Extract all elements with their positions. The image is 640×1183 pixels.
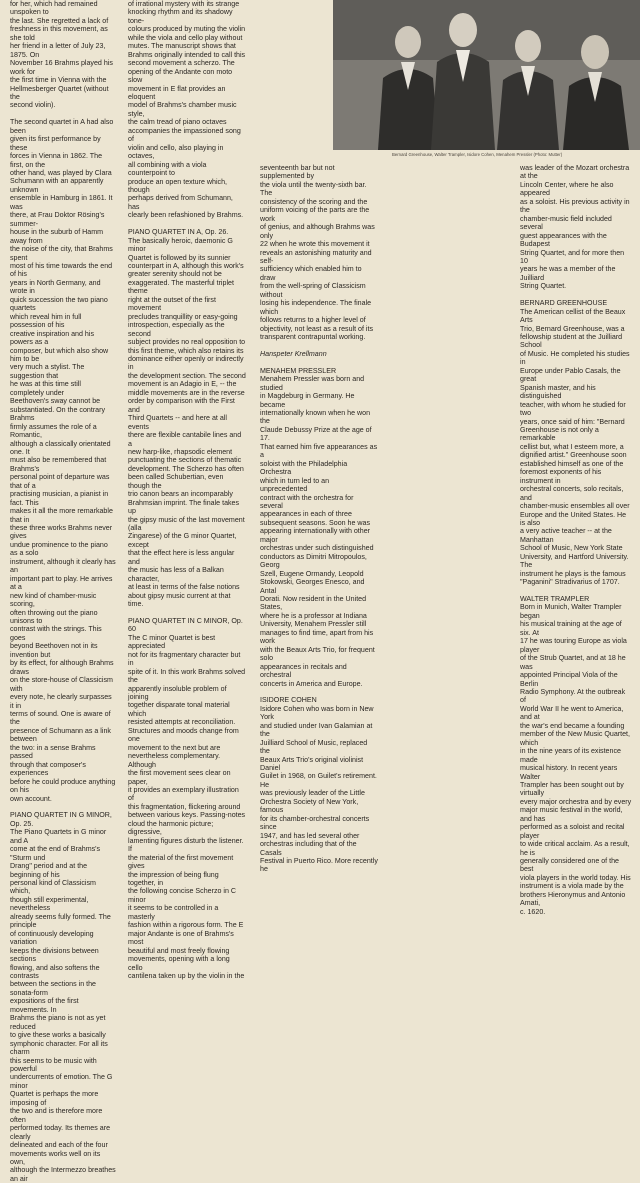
paragraph: The second quartet in A had also been given its first performance by these forces in Vienna in 1862. The first, on the other hand, was played by Clara Schumann with an apparently unknown ensemble in Hamburg in 1861. It was there, at Frau Doktor Rösing's summer- house in the suburb of Hamm away from the noise of the city, that Brahms spent most of his time towards the end of his years in North Germany, and wrote in quick succession the two piano quartets which reveal him in full possession of his creative inspiration and his powers as a composer, but which also show him to be very much a stylist. The suggestion that he was at this time still completely under Beethoven's sway cannot be substantiated. On the contrary Brahms firmly assumes the role of a Romantic, although a classically orientated one. It must also be remembered that Brahms's personal point of departure was that of a practising musician, a pianist in fact. This makes it all the more remarkable that in these three works Brahms never gives undue prominence to the piano as a solo instrument, although it clearly has an important part to play. He arrives at a new kind of chamber-music scoring, often throwing out the piano unisons to contrast with the strings. This goes beyond Beethoven not in its invention but by its effect, for although Brahms draws on the store-house of Classicism with every note, he clearly surpasses it in terms of sound. One is aware of the presence of Schumann as a link between the two: in a sense Brahms passed through that composer's experiences before he could produce anything on his own account. [10,118,116,803]
group-photo [333,0,640,150]
photo-caption: Bernard Greenhouse, Walter Trampler, Isidore Cohen, Menahem Pressler (Photo: Mutter) [392,152,563,157]
section-heading: MENAHEM PRESSLER [260,366,337,375]
paragraph: Born in Munich, Walter Trampler began his musical training at the age of six. At 17 he was touring Europe as viola player of the Strub Quartet, and at 18 he was appointed Principal Viola of the Berlin Radio Symphony. At the outbreak of World War II he went to America, and at the war's end became a founding member of the New Music Quartet, which in the nine years of its existence made musical history. In recent years Walter Trampler has been sought out by virtually every major orchestra and by every major music festival in the world, and has performed as a soloist and recital player to wide critical acclaim. As a result, he is generally considered one of the best viola players in the world today. His instrument is a viola made by the brothers Hieronymus and Antonio Amati, c. 1620. [520,603,632,916]
paragraph: of irrational mystery with its strange knocking rhythm and its shadowy tone- colours produced by muting the violin while the viola and cello play without mutes. The manuscript shows that Brahms originally intended to call this second movement a scherzo. The opening of the Andante con moto slow movement in E flat provides an eloquent model of Brahms's chamber music style, the calm tread of piano octaves accompanies the impassioned song of violin and cello, also playing in octaves, all combining with a viola counterpoint to produce an open texture which, though perhaps derived from Schumann, has clearly been refashioned by Brahms. [128,0,246,220]
paragraph: for her, which had remained unspoken to the last. She regretted a lack of freshness in this movement, as she told her friend in a letter of July 23, 1875. On November 16 Brahms played his work for the first time in Vienna with the Hellmesberger Quartet (without the second violin). [10,0,113,110]
text-column-2 [128,0,246,980]
paragraph: The American cellist of the Beaux Arts Trio, Bernard Greenhouse, was a fellowship student at the Juilliard School of Music. He completed his studies in Europe under Pablo Casals, the great Spanish master, and his distinguished teacher, with whom he studied for two years, once said of him: "Bernard Greenhouse is not only a remarkable cellist but, what I esteem more, a dignified artist." Greenhouse soon established himself as one of the foremost exponents of his instrument in orchestral concerts, solo recitals, and chamber-music ensembles all over Europe and the United States. He is also a very active teacher -- at the Manhattan School of Music, New York State University, and Hartford University. The instrument he plays is the famous "Paganini" Stradivarius of 1707. [520,307,630,587]
text-column-1 [10,0,116,1183]
paragraph: Isidore Cohen who was born in New York and studied under Ivan Galamian at the Juilliard School of Music, replaced the Beaux Arts Trio's original violinist Daniel Guilet in 1968, on Guilet's retirement. He was previously leader of the Little Orchestra Society of New York, famous for its chamber-orchestral concerts since 1947, and has led several other orchestras including that of the Casals Festival in Puerto Rico. More recently he [260,704,378,874]
paragraph: was leader of the Mozart orchestra at the Lincoln Center, where he also appeared as a soloist. His previous activity in the chamber-music field included several guest appearances with the Budapest String Quartet, and for more then 10 years he was a member of the Juilliard String Quartet. [520,164,630,291]
paragraph: seventeenth bar but not supplemented by the viola until the twenty-sixth bar. The consistency of the scoring and the uniform voicing of the parts are the work of genius, and although Brahms was only 22 when he wrote this movement it reveals an astonishing maturity and self- sufficiency which enabled him to draw from the well-spring of Classicism without losing his independence. The finale which follows returns to a higher level of objectivity, not least as a result of its transparent contrapuntal working. [260,164,375,342]
text-column-3 [260,164,378,874]
author-signature: Hanspeter Krellmann [260,349,327,358]
section-heading: PIANO QUARTET IN C MINOR, Op. 60 [128,616,243,634]
section-heading: WALTER TRAMPLER [520,594,590,603]
paragraph: The C minor Quartet is best appreciated not for its fragmentary character but in spite of it. In this work Brahms solved the apparently insoluble problem of joining together disparate tonal material which resisted attempts at reconciliation. Structures and moods change from one movement to the next but are nevertheless complementary. Although the first movement sees clear on paper, it provides an exemplary illustration of this fragmentation, flickering around between various keys. Passing-notes cloud the harmonic picture; digressive, lamenting figures disturb the listener. If the material of the first movement gives the impression of being flung together, in the following concise Scherzo in C minor it seems to be controlled in a masterly fashion within a rigorous form. The E major Andante is one of Brahms's most beautiful and most freely flowing movements, opening with a long cello cantilena taken up by the violin in the [128,633,246,980]
section-heading: PIANO QUARTET IN A, Op. 26. [128,228,229,237]
section-heading: BERNARD GREENHOUSE [520,299,608,308]
paragraph: The basically heroic, daemonic G minor Quartet is followed by its sunnier counterpart in A, although this work's greater serenity should not be exaggerated. The masterful triplet theme right at the outset of the first movement precludes tranquillity or easy-going introspection, especially as the second subject provides no real opposition to this first theme, which also retains its dominance either openly or indirectly in the development section. The second movement is an Adagio in E, -- the middle movements are in the reverse order by comparison with the First and Third Quartets -- and here at all events there are flexible cantabile lines and a new harp-like, rhapsodic element punctuating the sections of thematic development. The Scherzo has often been called Schubertian, even though the trio canon bears an incomparably Brahmsian imprint. The finale takes up the gipsy music of the last movement (alla Zingarese) of the G minor Quartet, except that the effect here is less angular and the music has less of a Balkan character, at least in terms of the false notions about gipsy music current at that time. [128,236,246,609]
section-heading: PIANO QUARTET IN G MINOR, Op. 25. [10,811,112,828]
paragraph: The Piano Quartets in G minor and A come at the end of Brahms's "Sturm und Drang" period and at the beginning of his personal kind of Classicism which, though still experimental, nevertheless already seems fully formed. The principle of continuously developing variation keeps the divisions between sections flowing, and also softens the contrasts between the sections in the sonata-form expositions of the first movements. In Brahms the piano is not as yet reduced to give these works a basically symphonic character. For all its charm this seems to be music with powerful undercurrents of emotion. The G minor Quartet is perhaps the more imposing of the two and is therefore more often performed today. Its themes are clearly delineated and each of the four movements works well on its own, although the Intermezzo breathes an air [10,828,116,1183]
paragraph: Menahem Pressler was born and studied in Magdeburg in Germany. He became internationally known when he won the Claude Debussy Prize at the age of 17. That earned him five appearances as a soloist with the Philadelphia Orchestra which in turn led to an unprecedented contract with the orchestra for several appearances in each of three subsequent seasons. Soon he was appearing internationally with other major orchestras under such distinguished conductors as Dimitri Mitropoulos, Georg Szell, Eugene Ormandy, Leopold Stokowski, Georges Enesco, and Antal Dorati. Now resident in the United States, where he is a professor at Indiana University, Menahem Pressler still manages to find time, apart from his work with the Beaux Arts Trio, for frequent solo appearances in recitals and orchestral concerts in America and Europe. [260,375,378,688]
text-column-4 [520,164,632,916]
section-heading: ISIDORE COHEN [260,696,317,705]
